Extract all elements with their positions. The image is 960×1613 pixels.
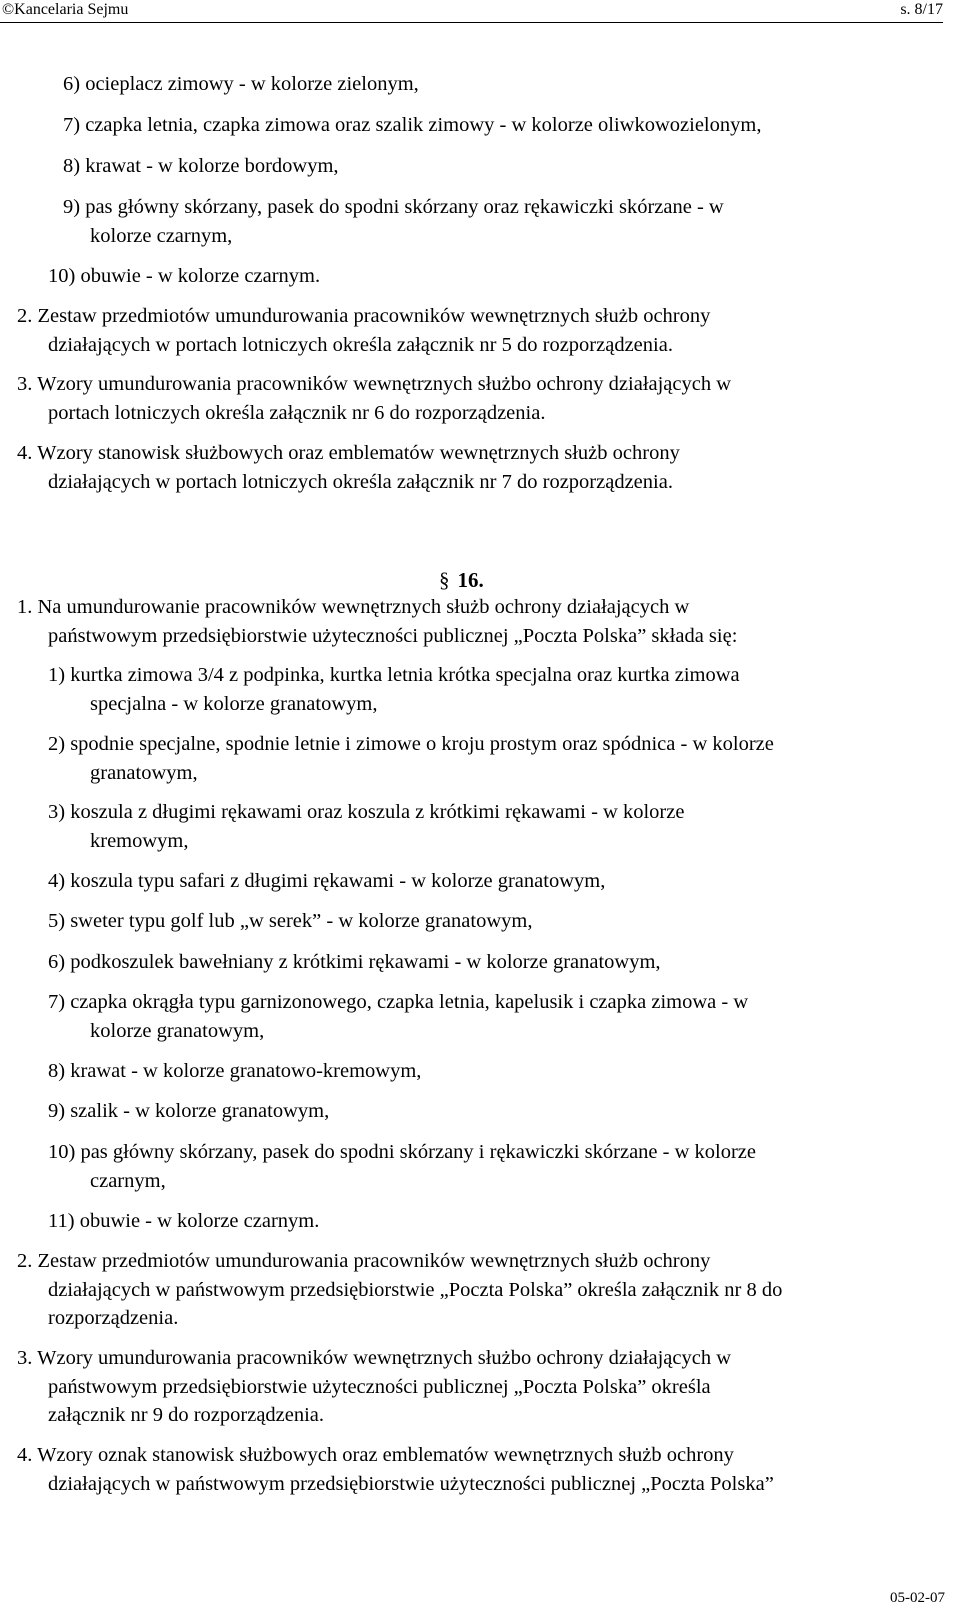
section-sign: § xyxy=(439,568,450,592)
list-item: 1) kurtka zimowa 3/4 z podpinka, kurtka letnia krótka specjalna oraz kurtka zimowa xyxy=(48,664,740,686)
list-item: 10) pas główny skórzany, pasek do spodni skórzany i rękawiczki skórzane - w kolorze xyxy=(48,1141,756,1163)
paragraph: 4. Wzory oznak stanowisk służbowych oraz emblematów wewnętrznych służb ochrony xyxy=(17,1444,734,1466)
list-item: 7) czapka letnia, czapka zimowa oraz szalik zimowy - w kolorze oliwkowozielonym, xyxy=(63,114,762,136)
list-item: 6) ocieplacz zimowy - w kolorze zielonym, xyxy=(63,73,419,95)
list-item: 8) krawat - w kolorze granatowo-kremowym, xyxy=(48,1060,422,1082)
footer-code: 05-02-07 xyxy=(890,1590,945,1606)
paragraph-continuation: państwowym przedsiębiorstwie użyteczności publicznej „Poczta Polska” składa się: xyxy=(48,625,738,647)
paragraph: 2. Zestaw przedmiotów umundurowania pracowników wewnętrznych służb ochrony xyxy=(17,305,711,327)
paragraph-continuation: państwowym przedsiębiorstwie użyteczności publicznej „Poczta Polska” określa xyxy=(48,1376,711,1398)
paragraph-continuation: działających w portach lotniczych określa załącznik nr 7 do rozporządzenia. xyxy=(48,471,673,493)
page-header xyxy=(0,0,943,23)
list-item: 8) krawat - w kolorze bordowym, xyxy=(63,155,339,177)
list-item: 10) obuwie - w kolorze czarnym. xyxy=(48,265,321,287)
paragraph: 1. Na umundurowanie pracowników wewnętrznych służb ochrony działających w xyxy=(17,596,690,618)
list-item: 11) obuwie - w kolorze czarnym. xyxy=(48,1210,320,1232)
paragraph: 2. Zestaw przedmiotów umundurowania pracowników wewnętrznych służb ochrony xyxy=(17,1250,711,1272)
paragraph-continuation: działających w portach lotniczych określa załącznik nr 5 do rozporządzenia. xyxy=(48,334,673,356)
list-item-continuation: specjalna - w kolorze granatowym, xyxy=(90,693,378,715)
paragraph: 3. Wzory umundurowania pracowników wewnętrznych służbo ochrony działających w xyxy=(17,373,732,395)
list-item: 7) czapka okrągła typu garnizonowego, czapka letnia, kapelusik i czapka zimowa - w xyxy=(48,991,749,1013)
list-item: 2) spodnie specjalne, spodnie letnie i zimowe o kroju prostym oraz spódnica - w kolorze xyxy=(48,733,774,755)
list-item-continuation: granatowym, xyxy=(90,762,198,784)
paragraph: 3. Wzory umundurowania pracowników wewnętrznych służbo ochrony działających w xyxy=(17,1347,732,1369)
list-item: 4) koszula typu safari z długimi rękawami - w kolorze granatowym, xyxy=(48,870,606,892)
paragraph-continuation: działających w państwowym przedsiębiorstwie „Poczta Polska” określa załącznik nr 8 do xyxy=(48,1279,783,1301)
list-item: 9) pas główny skórzany, pasek do spodni skórzany oraz rękawiczki skórzane - w xyxy=(63,196,724,218)
paragraph-continuation: rozporządzenia. xyxy=(48,1307,179,1329)
list-item-continuation: czarnym, xyxy=(90,1170,166,1192)
list-item-continuation: kolorze czarnym, xyxy=(90,225,233,247)
paragraph: 4. Wzory stanowisk służbowych oraz emblematów wewnętrznych służb ochrony xyxy=(17,442,680,464)
section-number: 16. xyxy=(457,568,484,592)
section-heading xyxy=(439,566,484,595)
paragraph-continuation: załącznik nr 9 do rozporządzenia. xyxy=(48,1404,325,1426)
paragraph-continuation: działających w państwowym przedsiębiorstwie użyteczności publicznej „Poczta Polska” xyxy=(48,1473,774,1495)
paragraph-continuation: portach lotniczych określa załącznik nr 6 do rozporządzenia. xyxy=(48,402,546,424)
list-item: 3) koszula z długimi rękawami oraz koszula z krótkimi rękawami - w kolorze xyxy=(48,801,685,823)
list-item: 6) podkoszulek bawełniany z krótkimi rękawami - w kolorze granatowym, xyxy=(48,951,661,973)
list-item: 5) sweter typu golf lub „w serek” - w kolorze granatowym, xyxy=(48,910,533,932)
list-item: 9) szalik - w kolorze granatowym, xyxy=(48,1100,330,1122)
header-source: ©Kancelaria Sejmu xyxy=(2,1,129,18)
list-item-continuation: kremowym, xyxy=(90,830,189,852)
list-item-continuation: kolorze granatowym, xyxy=(90,1020,265,1042)
header-page-number: s. 8/17 xyxy=(900,1,943,18)
